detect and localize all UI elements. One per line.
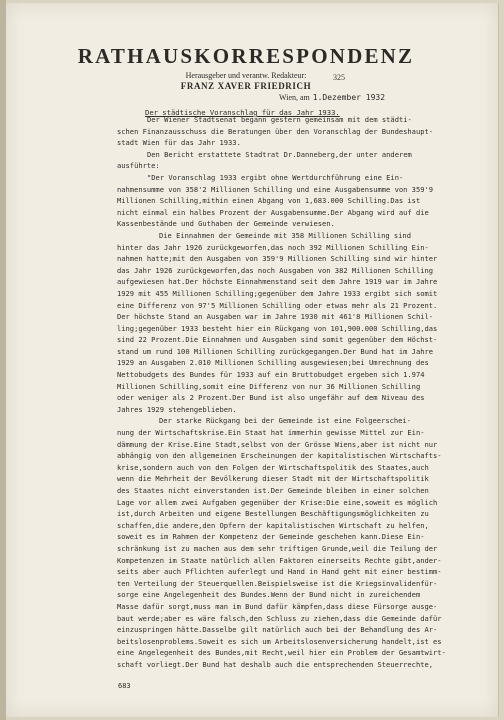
body-line: aufgewiesen hat.Der höchste Einnahmenstand seit dem Jahre 1919 war im Jahre xyxy=(117,277,438,287)
body-line: Millionen Schilling,mithin einen Abgang von 1,683.000 Schilling.Das ist xyxy=(117,196,421,206)
body-line: Jahres 1929 stehengeblieben. xyxy=(117,404,237,414)
body-line: schränkung ist zu machen aus dem sehr triftigen Grunde,weil die Teilung der xyxy=(117,543,438,553)
body-line: Nettobudgets des Bundes für 1933 auf ein Bruttobudget ergeben sich 1.974 xyxy=(117,370,425,380)
body-line: "Der Voranschlag 1933 ergibt ohne Wertdurchführung eine Ein- xyxy=(147,172,404,182)
page-number: 325 xyxy=(333,73,345,82)
masthead-title: RATHAUSKORRESPONDENZ xyxy=(77,44,415,68)
body-line: wenn die Mehrheit der Bevölkerung dieser Stadt mit der Wirtschaftspolitik xyxy=(117,474,429,484)
body-line: stadt Wien für das Jahr 1933. xyxy=(117,138,241,148)
body-line: nahmensumme von 358'2 Millionen Schilling und eine Ausgabensumme von 359'9 xyxy=(117,184,434,194)
body-line: nicht einmal ein halbes Prozent der Ausgabensumme.Der Abgang wird auf die xyxy=(117,207,429,217)
body-line: Masse dafür sorgt,muss man im Bund dafür kämpfen,dass diese Fürsorge ausge- xyxy=(117,601,438,611)
body-line: ist,durch Arbeiten und eigene Bestellungen Beschäftigungsmöglichkeiten zu xyxy=(117,509,429,519)
editor-name: FRANZ XAVER FRIEDRICH xyxy=(180,81,312,91)
body-line: abhängig von den allgemeinen Erscheinungen der kapitalistischen Wirtschafts- xyxy=(117,451,442,461)
body-line: ling;gegenüber 1933 besteht hier ein Rückgang von 101,900.000 Schilling,das xyxy=(117,323,438,333)
body-line: seits aber auch Pflichten auferlegt und Hand in Hand geht mit einer bestimm- xyxy=(117,567,442,577)
place-label: Wien, am xyxy=(279,93,310,102)
body-line: sorge eine Angelegenheit des Bundes.Wenn der Bund nicht in zureichendem xyxy=(117,590,421,600)
body-line: Millionen Schilling,somit eine Differenz von nur 36 Millionen Schilling xyxy=(117,381,421,391)
body-line: 1929 mit 455 Millionen Schilling;gegenüber dem Jahre 1933 ergibt sich somit xyxy=(117,288,438,298)
body-line: schaft vorliegt.Der Bund hat deshalb auch die entsprechenden Steuerrechte, xyxy=(117,659,434,669)
body-line: schaffen,die andere,den Opfern der kapitalistischen Wirtschaft zu helfen, xyxy=(117,520,429,530)
body-line: nung der Wirtschaftskrise.Ein Staat hat immerhin gewisse Mittel zur Ein- xyxy=(117,428,425,438)
body-line: soweit es im Rahmen der Kompetenz der Gemeinde geschehen kann.Diese Ein- xyxy=(117,532,425,542)
body-line: schen Finanzausschuss die Beratungen über den Voranschlag der Bundeshaupt- xyxy=(117,126,434,136)
body-line: krise,sondern auch von den Folgen der Wirtschaftspolitik des Staates,auch xyxy=(117,462,429,472)
footer-number: 683 xyxy=(118,682,131,690)
body-line: sind 22 Prozent.Die Einnahmen und Ausgaben sind somit gegenüber dem Höchst- xyxy=(117,335,438,345)
body-line: Die Einnahmen der Gemeinde mit 358 Millionen Schilling sind xyxy=(159,230,411,240)
body-line: ten Verteilung der Steuerquellen.Beispielsweise ist die Kriegsinvalidenfür- xyxy=(117,578,438,588)
body-line: ausführte: xyxy=(117,161,160,171)
body-line: Der Wiener Stadtsenat begann gestern gemeinsam mit dem städti- xyxy=(147,115,412,124)
body-line: eine Differenz von 97'5 Millionen Schilling oder etwas mehr als 21 Prozent. xyxy=(117,300,438,310)
body-line: Der höchste Stand an Ausgaben war im Jahre 1930 mit 461'8 Millionen Schil- xyxy=(117,312,434,322)
body-line: Lage vor allem zwei Aufgaben gegenüber der Krise:Die eine,soweit es möglich xyxy=(117,497,438,507)
body-line: baut werde;aber es wäre falsch,den Schluss zu ziehen,dass die Gemeinde dafür xyxy=(117,613,442,623)
article-body xyxy=(117,114,487,671)
body-line: eine Angelegenheit des Bundes,mit Recht,weil hier ein Problem der Gesamtwirt- xyxy=(117,648,446,658)
body-line: hinter das Jahr 1926 zurückgeworfen,das noch 392 Millionen Schilling Ein- xyxy=(117,242,429,252)
body-line: einzuspringen hätte.Dasselbe gilt natürlich auch bei der Behandlung des Ar- xyxy=(117,625,438,635)
body-line: stand um rund 100 Millionen Schilling zurückgegangen.Der Bund hat im Jahre xyxy=(117,346,434,356)
body-line: Den Bericht erstattete Stadtrat Dr.Danneberg,der unter anderem xyxy=(147,149,412,159)
body-line: oder weniger als 2 Prozent.Der Bund ist also ungefähr auf dem Niveau des xyxy=(117,393,425,403)
dateline xyxy=(279,93,385,102)
body-line: nahmen hatte;mit den Ausgaben von 359'9 Millionen Schilling sind wir hinter xyxy=(117,254,438,264)
body-line: des Staates nicht einverstanden ist.Der Gemeinde bleiben in einer solchen xyxy=(117,486,429,495)
body-line: Kassenbestände und Guthaben der Gemeinde verwiesen. xyxy=(117,219,335,229)
body-line: Der starke Rückgang bei der Gemeinde ist eine Folgeerschei- xyxy=(159,416,411,426)
publisher-line: Herausgeber und verantw. Redakteur: xyxy=(185,71,307,80)
issue-date: 1.Dezember 1932 xyxy=(312,93,386,102)
article-heading: Der städtische Voranschlag für das Jahr 1933. xyxy=(145,108,340,117)
body-line: Kompetenzen im Staate natürlich allen Faktoren einerseits Rechte gibt,ander- xyxy=(117,555,442,565)
body-line: dämmung der Krise.Eine Stadt,selbst von der Grösse Wiens,aber ist nicht nur xyxy=(117,439,438,449)
body-line: 1929 an Ausgaben 2.010 Millionen Schilling ausgewiesen;bei Umrechnung des xyxy=(117,358,429,368)
body-line: beitslosenproblems.Soweit es sich um Arbeitslosenversicherung handelt,ist es xyxy=(117,636,442,646)
body-line: das Jahr 1926 zurückgeworfen,das noch Ausgaben von 382 Millionen Schilling xyxy=(117,265,434,275)
